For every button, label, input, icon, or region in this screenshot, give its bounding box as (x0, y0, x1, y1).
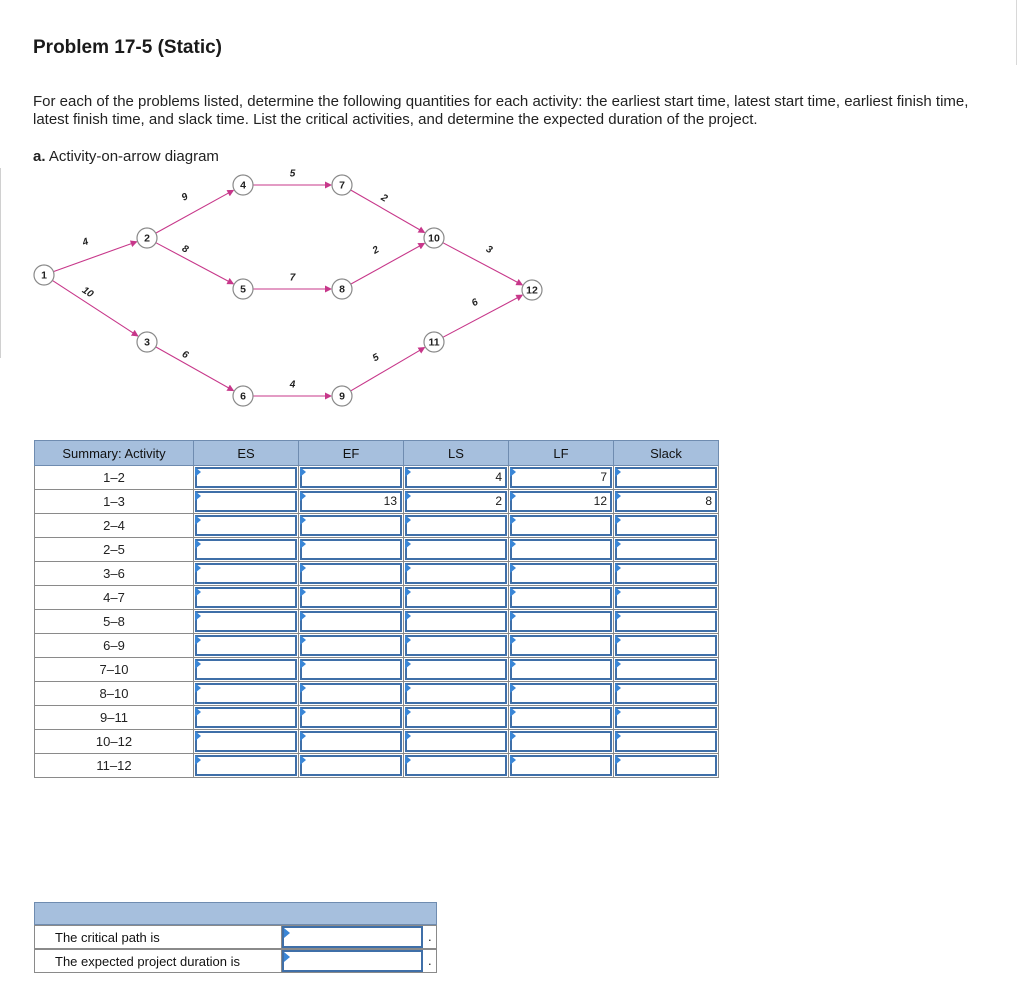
cell-es (194, 514, 299, 538)
cell-slack (614, 634, 719, 658)
cell-ls (404, 658, 509, 682)
cell-lf (509, 682, 614, 706)
answer-marker-icon (300, 755, 306, 765)
activity-label: 3–6 (35, 562, 194, 586)
answer-marker-icon (300, 659, 306, 669)
answer-marker-icon (195, 563, 201, 573)
cell-lf (509, 562, 614, 586)
answer-marker-icon (510, 731, 516, 741)
slack-input[interactable] (615, 611, 717, 632)
duration-label-2-4: 9 (179, 191, 191, 204)
cell-slack (614, 466, 719, 490)
ls-input[interactable] (405, 707, 507, 728)
answer-marker-icon (510, 683, 516, 693)
lf-input[interactable] (510, 707, 612, 728)
answer-marker-icon (195, 731, 201, 741)
table-row (35, 562, 719, 586)
answer-marker-icon (300, 587, 306, 597)
cell-ls (404, 490, 509, 514)
answer-marker-icon (405, 491, 411, 501)
answer-marker-icon (300, 539, 306, 549)
node-1 (34, 265, 54, 285)
critical-path-period: . (428, 929, 432, 944)
cell-ef (299, 754, 404, 778)
lf-input[interactable] (510, 539, 612, 560)
activity-on-arrow-diagram (0, 160, 600, 420)
svg-text:5: 5 (240, 283, 246, 296)
ef-input[interactable] (300, 467, 402, 488)
es-input[interactable] (195, 707, 297, 728)
slack-input[interactable] (615, 659, 717, 680)
es-input[interactable] (195, 683, 297, 704)
answer-marker-icon (300, 707, 306, 717)
results-header-bar (34, 902, 437, 925)
answer-marker-icon (405, 755, 411, 765)
answer-marker-icon (405, 659, 411, 669)
duration-label-9-11: 5 (370, 351, 382, 365)
svg-text:12: 12 (526, 284, 538, 297)
cell-lf (509, 538, 614, 562)
cell-es (194, 634, 299, 658)
activity-label: 1–3 (35, 490, 194, 514)
es-input[interactable] (195, 467, 297, 488)
node-7 (332, 175, 352, 195)
cell-slack (614, 610, 719, 634)
ls-input[interactable]: 2 (405, 491, 507, 512)
lf-input[interactable] (510, 683, 612, 704)
node-2 (137, 228, 157, 248)
answer-marker-icon (615, 659, 621, 669)
cell-ef (299, 610, 404, 634)
cell-ls (404, 754, 509, 778)
problem-instructions: For each of the problems listed, determine the following quantities for each activity: the earliest start time, latest start time, earliest finish time, latest finish time, and slack time. List the critical activities, and determine the expected duration of the project. (33, 93, 969, 128)
cell-ls (404, 562, 509, 586)
answer-marker-icon (510, 755, 516, 765)
answer-marker-icon (615, 731, 621, 741)
cell-lf (509, 754, 614, 778)
arrow-1-2 (53, 242, 136, 272)
answer-marker-icon (510, 587, 516, 597)
cell-es (194, 586, 299, 610)
cell-ef (299, 658, 404, 682)
answer-marker-icon (195, 755, 201, 765)
node-11 (424, 332, 444, 352)
cell-ls (404, 538, 509, 562)
es-input[interactable] (195, 539, 297, 560)
answer-marker-icon (615, 491, 621, 501)
cell-slack (614, 706, 719, 730)
cell-slack (614, 538, 719, 562)
node-6 (233, 386, 253, 406)
answer-marker-icon (510, 491, 516, 501)
cell-slack (614, 682, 719, 706)
svg-text:9: 9 (339, 390, 345, 403)
activity-label: 11–12 (35, 754, 194, 778)
cell-ls (404, 586, 509, 610)
node-8 (332, 279, 352, 299)
header-slack: Slack (614, 441, 719, 466)
answer-marker-icon (300, 731, 306, 741)
answer-marker-icon (300, 491, 306, 501)
lf-input[interactable] (510, 659, 612, 680)
cell-es (194, 682, 299, 706)
table-row (35, 658, 719, 682)
answer-marker-icon (615, 755, 621, 765)
ef-input[interactable] (300, 611, 402, 632)
ef-input[interactable] (300, 539, 402, 560)
ef-input[interactable] (300, 659, 402, 680)
activity-label: 5–8 (35, 610, 194, 634)
cell-ef (299, 706, 404, 730)
answer-marker-icon (615, 515, 621, 525)
duration-label-11-12: 6 (469, 296, 481, 310)
critical-path-input[interactable] (282, 926, 423, 948)
answer-marker-icon (510, 515, 516, 525)
table-row (35, 682, 719, 706)
lf-input[interactable] (510, 563, 612, 584)
answer-marker-icon (405, 563, 411, 573)
answer-marker-icon (195, 635, 201, 645)
cell-ef (299, 586, 404, 610)
header-activity: Summary: Activity (35, 441, 194, 466)
duration-label-5-8: 7 (289, 272, 296, 284)
answer-marker-icon (284, 952, 290, 962)
slack-input[interactable] (615, 707, 717, 728)
cell-lf (509, 658, 614, 682)
ls-input[interactable]: 4 (405, 467, 507, 488)
answer-marker-icon (195, 659, 201, 669)
cell-slack (614, 658, 719, 682)
svg-text:1: 1 (41, 269, 47, 282)
answer-marker-icon (405, 539, 411, 549)
lf-input[interactable] (510, 587, 612, 608)
cell-es (194, 706, 299, 730)
arrow-9-11 (351, 348, 425, 391)
cell-ls (404, 730, 509, 754)
ls-input[interactable] (405, 515, 507, 536)
lf-input[interactable]: 7 (510, 467, 612, 488)
cell-slack (614, 562, 719, 586)
cell-es (194, 562, 299, 586)
ls-input[interactable] (405, 755, 507, 776)
answer-marker-icon (300, 683, 306, 693)
slack-input[interactable] (615, 635, 717, 656)
ls-input[interactable] (405, 659, 507, 680)
answer-marker-icon (195, 683, 201, 693)
ef-input[interactable] (300, 731, 402, 752)
cell-ef (299, 514, 404, 538)
cell-ls (404, 634, 509, 658)
activity-label: 9–11 (35, 706, 194, 730)
slack-input[interactable] (615, 467, 717, 488)
lf-input[interactable] (510, 755, 612, 776)
ef-input[interactable]: 13 (300, 491, 402, 512)
node-10 (424, 228, 444, 248)
cell-ls (404, 514, 509, 538)
answer-marker-icon (195, 539, 201, 549)
table-row (35, 586, 719, 610)
cell-ef (299, 538, 404, 562)
ef-input[interactable] (300, 515, 402, 536)
duration-label: The expected project duration is (55, 954, 240, 969)
answer-marker-icon (405, 611, 411, 621)
answer-marker-icon (300, 611, 306, 621)
cell-lf (509, 634, 614, 658)
answer-marker-icon (615, 635, 621, 645)
critical-path-row (34, 925, 437, 949)
answer-marker-icon (195, 467, 201, 477)
slack-input[interactable] (615, 563, 717, 584)
cell-lf (509, 490, 614, 514)
slack-input[interactable] (615, 515, 717, 536)
ls-input[interactable] (405, 611, 507, 632)
header-lf: LF (509, 441, 614, 466)
cell-slack (614, 490, 719, 514)
slack-input[interactable] (615, 683, 717, 704)
cell-es (194, 754, 299, 778)
node-3 (137, 332, 157, 352)
table-row (35, 634, 719, 658)
part-label: a. (33, 148, 46, 165)
cell-es (194, 730, 299, 754)
duration-input[interactable] (282, 950, 423, 972)
cell-ef (299, 490, 404, 514)
answer-marker-icon (615, 611, 621, 621)
ls-input[interactable] (405, 563, 507, 584)
arrow-2-5 (156, 243, 233, 284)
arrow-2-4 (156, 190, 234, 233)
answer-marker-icon (405, 731, 411, 741)
answer-marker-icon (615, 467, 621, 477)
answer-marker-icon (284, 928, 290, 938)
cell-lf (509, 466, 614, 490)
arrow-1-3 (52, 280, 137, 336)
cell-ls (404, 706, 509, 730)
es-input[interactable] (195, 731, 297, 752)
svg-text:8: 8 (339, 283, 345, 296)
header-ef: EF (299, 441, 404, 466)
table-row (35, 610, 719, 634)
cell-es (194, 538, 299, 562)
es-input[interactable] (195, 515, 297, 536)
table-row (35, 466, 719, 490)
activity-label: 4–7 (35, 586, 194, 610)
duration-label-2-5: 8 (179, 243, 191, 256)
node-12 (522, 280, 542, 300)
header-es: ES (194, 441, 299, 466)
cell-ef (299, 634, 404, 658)
answer-marker-icon (300, 515, 306, 525)
slack-input[interactable] (615, 587, 717, 608)
cell-es (194, 490, 299, 514)
lf-input[interactable]: 12 (510, 491, 612, 512)
cell-slack (614, 730, 719, 754)
answer-marker-icon (195, 707, 201, 717)
answer-marker-icon (195, 515, 201, 525)
cell-ef (299, 562, 404, 586)
answer-marker-icon (405, 635, 411, 645)
svg-text:4: 4 (240, 179, 246, 192)
answer-marker-icon (615, 707, 621, 717)
answer-marker-icon (615, 587, 621, 597)
page-edge-rule (1016, 0, 1017, 65)
duration-label-6-9: 4 (289, 379, 296, 391)
activity-label: 2–5 (35, 538, 194, 562)
svg-text:7: 7 (339, 179, 345, 192)
cell-slack (614, 586, 719, 610)
duration-label-4-7: 5 (289, 168, 296, 180)
answer-marker-icon (405, 467, 411, 477)
activity-label: 8–10 (35, 682, 194, 706)
ef-input[interactable] (300, 563, 402, 584)
cell-lf (509, 514, 614, 538)
answer-marker-icon (195, 587, 201, 597)
es-input[interactable] (195, 635, 297, 656)
answer-marker-icon (300, 635, 306, 645)
ls-input[interactable] (405, 539, 507, 560)
ef-input[interactable] (300, 755, 402, 776)
duration-label-7-10: 2 (378, 192, 390, 205)
cell-slack (614, 754, 719, 778)
arrow-3-6 (156, 347, 234, 391)
cell-lf (509, 730, 614, 754)
table-row (35, 514, 719, 538)
ls-input[interactable] (405, 683, 507, 704)
table-row (35, 706, 719, 730)
cell-es (194, 610, 299, 634)
answer-marker-icon (615, 539, 621, 549)
ef-input[interactable] (300, 635, 402, 656)
cell-ls (404, 466, 509, 490)
answer-marker-icon (405, 683, 411, 693)
activity-label: 10–12 (35, 730, 194, 754)
table-row (35, 754, 719, 778)
svg-text:6: 6 (240, 390, 246, 403)
answer-marker-icon (510, 611, 516, 621)
cell-ef (299, 682, 404, 706)
cell-es (194, 658, 299, 682)
activity-summary-table (34, 440, 719, 778)
arrow-8-10 (351, 243, 425, 284)
ef-input[interactable] (300, 587, 402, 608)
ls-input[interactable] (405, 635, 507, 656)
lf-input[interactable] (510, 635, 612, 656)
arrow-11-12 (443, 295, 522, 337)
slack-input[interactable] (615, 755, 717, 776)
table-header-row (35, 441, 719, 466)
duration-label-8-10: 2 (370, 244, 382, 257)
lf-input[interactable] (510, 731, 612, 752)
svg-text:11: 11 (428, 336, 440, 349)
answer-marker-icon (405, 515, 411, 525)
ef-input[interactable] (300, 683, 402, 704)
es-input[interactable] (195, 491, 297, 512)
cell-ef (299, 730, 404, 754)
svg-text:2: 2 (144, 232, 150, 245)
answer-marker-icon (615, 683, 621, 693)
lf-input[interactable] (510, 515, 612, 536)
arrow-10-12 (443, 243, 522, 285)
cell-ls (404, 682, 509, 706)
cell-slack (614, 514, 719, 538)
es-input[interactable] (195, 611, 297, 632)
node-9 (332, 386, 352, 406)
svg-text:10: 10 (428, 232, 440, 245)
ls-input[interactable] (405, 731, 507, 752)
header-ls: LS (404, 441, 509, 466)
cell-es (194, 466, 299, 490)
cell-lf (509, 586, 614, 610)
table-row (35, 490, 719, 514)
answer-marker-icon (615, 563, 621, 573)
cell-lf (509, 706, 614, 730)
slack-input[interactable] (615, 539, 717, 560)
activity-label: 2–4 (35, 514, 194, 538)
duration-label-10-12: 3 (483, 243, 495, 257)
answer-marker-icon (510, 539, 516, 549)
es-input[interactable] (195, 587, 297, 608)
slack-input[interactable]: 8 (615, 491, 717, 512)
part-text: Activity-on-arrow diagram (48, 148, 219, 165)
activity-label: 1–2 (35, 466, 194, 490)
duration-label-1-3: 10 (79, 284, 96, 301)
answer-marker-icon (510, 659, 516, 669)
lf-input[interactable] (510, 611, 612, 632)
answer-marker-icon (510, 707, 516, 717)
cell-ls (404, 610, 509, 634)
es-input[interactable] (195, 563, 297, 584)
node-5 (233, 279, 253, 299)
answer-marker-icon (195, 611, 201, 621)
answer-marker-icon (300, 467, 306, 477)
table-row (35, 730, 719, 754)
ef-input[interactable] (300, 707, 402, 728)
cell-lf (509, 610, 614, 634)
answer-marker-icon (405, 587, 411, 597)
svg-text:3: 3 (144, 336, 150, 349)
answer-marker-icon (510, 467, 516, 477)
slack-input[interactable] (615, 731, 717, 752)
table-row (35, 538, 719, 562)
answer-marker-icon (510, 563, 516, 573)
ls-input[interactable] (405, 587, 507, 608)
activity-label: 6–9 (35, 634, 194, 658)
problem-title: Problem 17-5 (Static) (33, 37, 222, 58)
duration-label-3-6: 6 (179, 348, 191, 362)
es-input[interactable] (195, 659, 297, 680)
node-4 (233, 175, 253, 195)
answer-marker-icon (405, 707, 411, 717)
duration-label-1-2: 4 (81, 236, 90, 249)
answer-marker-icon (510, 635, 516, 645)
answer-marker-icon (300, 563, 306, 573)
critical-path-label: The critical path is (55, 930, 160, 945)
duration-row (34, 949, 437, 973)
activity-label: 7–10 (35, 658, 194, 682)
es-input[interactable] (195, 755, 297, 776)
answer-marker-icon (195, 491, 201, 501)
cell-ef (299, 466, 404, 490)
duration-period: . (428, 953, 432, 968)
